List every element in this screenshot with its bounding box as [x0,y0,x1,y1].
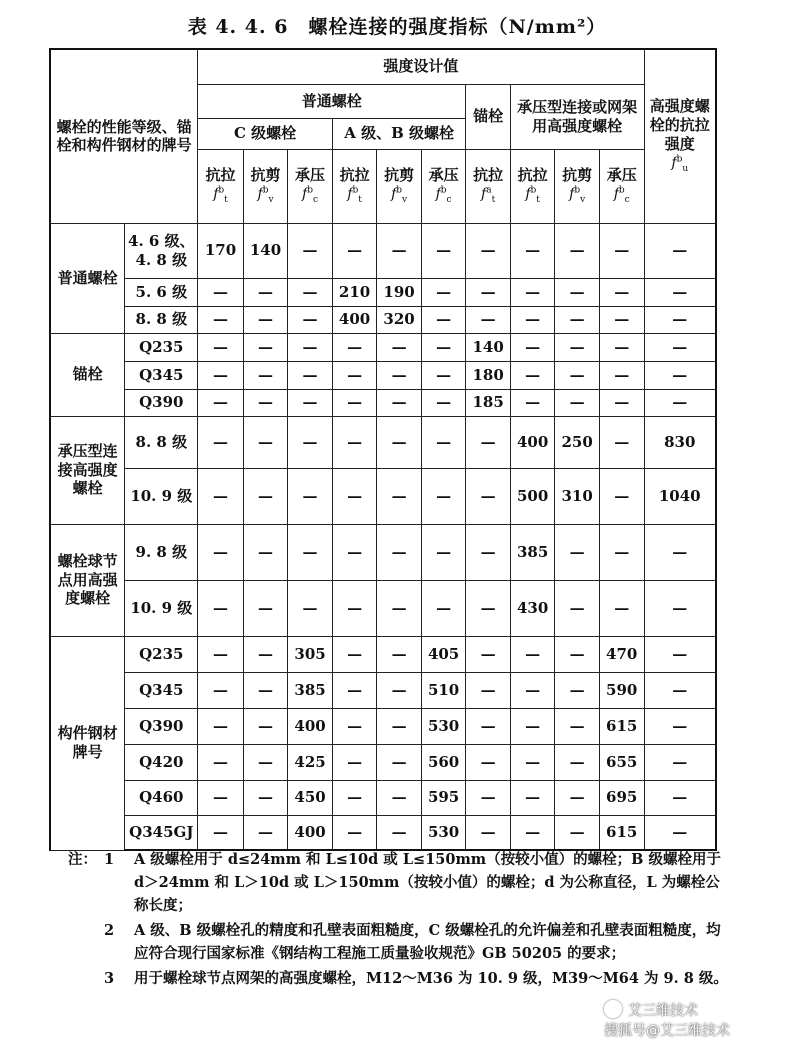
value-cell: — [510,780,555,815]
value-cell: — [198,580,244,636]
value-cell: — [555,815,600,850]
value-cell: — [599,333,644,361]
value-cell: — [644,306,716,333]
value-cell: — [198,815,244,850]
grade-cell: Q345 [125,672,198,708]
value-cell: — [466,468,511,524]
value-cell: — [644,361,716,389]
grade-cell: Q235 [125,636,198,672]
value-cell: — [644,744,716,780]
value-cell: — [243,524,288,580]
grade-cell: Q460 [125,780,198,815]
watermark-line-2: 搜狐号@艾三维技术 [604,1023,730,1039]
value-cell: — [243,306,288,333]
value-cell: — [377,744,422,780]
value-cell: — [555,333,600,361]
value-cell: 615 [599,815,644,850]
value-cell: 250 [555,416,600,468]
value-cell: — [332,361,377,389]
value-cell: — [332,672,377,708]
value-cell: — [510,636,555,672]
value-cell: 140 [243,223,288,278]
value-cell: — [421,468,466,524]
grade-cell: Q420 [125,744,198,780]
value-cell: — [421,389,466,416]
value-cell: — [555,389,600,416]
value-cell: — [644,636,716,672]
value-cell: — [377,580,422,636]
value-cell: 305 [288,636,333,672]
value-cell: — [555,672,600,708]
value-cell: 510 [421,672,466,708]
header-class-c-bolt: C 级螺栓 [198,118,333,149]
value-cell: — [288,306,333,333]
value-cell: 310 [555,468,600,524]
value-cell: — [377,672,422,708]
value-cell: — [332,780,377,815]
header-hs-tension-strength-label: 高强度螺栓的抗拉强度 [649,97,710,153]
value-cell: 425 [288,744,333,780]
value-cell: — [644,278,716,306]
header-hs-shear: 抗剪 $f^b_v$ [555,149,600,223]
value-cell: — [332,744,377,780]
header-c-bearing: 承压 $f^b_c$ [288,149,333,223]
value-cell: — [243,815,288,850]
value-cell: 140 [466,333,511,361]
value-cell: — [243,672,288,708]
value-cell: — [198,333,244,361]
grade-cell: 8. 8 级 [125,416,198,468]
value-cell: — [243,389,288,416]
group-member-steel: 构件钢材牌号 [50,636,125,850]
value-cell: 655 [599,744,644,780]
value-cell: — [377,389,422,416]
value-cell: — [555,744,600,780]
value-cell: — [599,468,644,524]
value-cell: — [599,416,644,468]
value-cell: — [421,223,466,278]
header-ab-tension: 抗拉 $f^b_t$ [332,149,377,223]
value-cell: — [599,580,644,636]
value-cell: — [466,278,511,306]
watermark-line-1: 艾三维技术 [628,1003,698,1019]
value-cell: — [198,672,244,708]
value-cell: 695 [599,780,644,815]
note-number: 1 [104,851,115,868]
value-cell: — [198,708,244,744]
value-cell: — [555,524,600,580]
table-notes [68,848,728,992]
value-cell: — [466,780,511,815]
value-cell: 185 [466,389,511,416]
note-3 [68,967,728,990]
bolt-strength-table [49,48,717,851]
grade-cell: Q235 [125,333,198,361]
value-cell: — [510,223,555,278]
value-cell: — [644,780,716,815]
group-anchor-bolt: 锚栓 [50,333,125,416]
value-cell: — [644,815,716,850]
value-cell: — [377,524,422,580]
value-cell: 1040 [644,468,716,524]
value-cell: — [377,636,422,672]
value-cell: 450 [288,780,333,815]
value-cell: — [198,416,244,468]
value-cell: — [644,223,716,278]
value-cell: — [332,708,377,744]
value-cell: — [421,416,466,468]
note-text: A 级螺栓用于 d≤24mm 和 L≤10d 或 L≤150mm（按较小值）的螺栓；B 级螺栓用于 d＞24mm 和 L＞10d 或 L＞150mm（按较小值）的螺栓；d 为公称直径，L 为螺栓公称长度； [134,851,721,914]
grade-cell: 10. 9 级 [125,580,198,636]
value-cell: — [198,468,244,524]
value-cell: — [332,815,377,850]
value-cell: — [421,524,466,580]
value-cell: — [377,416,422,468]
value-cell: — [332,223,377,278]
value-cell: — [288,580,333,636]
value-cell: — [421,361,466,389]
value-cell: 530 [421,815,466,850]
value-cell: — [377,815,422,850]
note-number: 3 [104,970,115,987]
value-cell: — [288,389,333,416]
value-cell: — [510,389,555,416]
value-cell: — [466,672,511,708]
grade-cell: Q390 [125,389,198,416]
value-cell: — [510,708,555,744]
value-cell: — [555,580,600,636]
value-cell: — [332,524,377,580]
header-design-value: 强度设计值 [198,49,644,84]
value-cell: 385 [288,672,333,708]
value-cell: 180 [466,361,511,389]
group-bearing-hs-bolt: 承压型连接高强度螺栓 [50,416,125,524]
value-cell: — [377,223,422,278]
value-cell: — [555,361,600,389]
value-cell: — [555,780,600,815]
value-cell: — [243,333,288,361]
value-cell: 400 [288,815,333,850]
value-cell: — [198,306,244,333]
value-cell: — [243,708,288,744]
value-cell: — [332,468,377,524]
value-cell: 385 [510,524,555,580]
value-cell: — [510,333,555,361]
value-cell: 560 [421,744,466,780]
value-cell: — [332,636,377,672]
value-cell: — [332,416,377,468]
header-hs-bearing: 承压 $f^b_c$ [599,149,644,223]
value-cell: — [599,306,644,333]
value-cell: — [243,361,288,389]
value-cell: — [466,636,511,672]
value-cell: — [510,361,555,389]
value-cell: — [466,815,511,850]
value-cell: — [377,361,422,389]
value-cell: — [198,361,244,389]
value-cell: — [421,333,466,361]
value-cell: — [377,708,422,744]
value-cell: — [599,524,644,580]
value-cell: — [332,580,377,636]
value-cell: — [198,524,244,580]
value-cell: — [421,278,466,306]
value-cell: — [198,744,244,780]
value-cell: — [644,524,716,580]
value-cell: — [466,708,511,744]
value-cell: — [243,636,288,672]
value-cell: — [466,524,511,580]
value-cell: — [555,708,600,744]
grade-cell: 5. 6 级 [125,278,198,306]
notes-label: 注： [68,851,97,868]
value-cell: 830 [644,416,716,468]
value-cell: — [644,708,716,744]
value-cell: — [288,333,333,361]
value-cell: — [555,306,600,333]
grade-cell: 4. 6 级、4. 8 级 [125,223,198,278]
value-cell: 615 [599,708,644,744]
value-cell: — [555,223,600,278]
value-cell: — [510,815,555,850]
grade-cell: Q345 [125,361,198,389]
value-cell: — [421,306,466,333]
header-bearing-type-hs-bolt: 承压型连接或网架用高强度螺栓 [510,84,644,149]
note-number: 2 [104,922,115,939]
grade-cell: Q345GJ [125,815,198,850]
value-cell: — [243,780,288,815]
grade-cell: Q390 [125,708,198,744]
value-cell: — [644,389,716,416]
value-cell: — [599,389,644,416]
value-cell: — [288,223,333,278]
value-cell: — [644,333,716,361]
value-cell: 400 [332,306,377,333]
value-cell: — [377,333,422,361]
grade-cell: 8. 8 级 [125,306,198,333]
value-cell: 320 [377,306,422,333]
value-cell: 470 [599,636,644,672]
header-ordinary-bolt: 普通螺栓 [198,84,466,118]
value-cell: — [599,223,644,278]
value-cell: — [644,672,716,708]
header-ab-bearing: 承压 $f^b_c$ [421,149,466,223]
value-cell: — [198,780,244,815]
value-cell: — [198,636,244,672]
value-cell: — [288,278,333,306]
wechat-icon [604,1000,622,1018]
value-cell: 170 [198,223,244,278]
value-cell: — [555,278,600,306]
header-c-shear: 抗剪 $f^b_v$ [243,149,288,223]
header-hs-tension-strength [644,49,716,223]
table-title: 表 4. 4. 6 螺栓连接的强度指标（N/mm²） [187,16,607,38]
value-cell: — [243,468,288,524]
grade-cell: 9. 8 级 [125,524,198,580]
value-cell: — [466,580,511,636]
value-cell: 590 [599,672,644,708]
header-anchor-bolt: 锚栓 [466,84,511,149]
value-cell: — [332,333,377,361]
note-1 [68,848,728,917]
value-cell: 430 [510,580,555,636]
value-cell: — [510,672,555,708]
note-text: A 级、B 级螺栓孔的精度和孔壁表面粗糙度，C 级螺栓孔的允许偏差和孔壁表面粗糙度，均应符合现行国家标准《钢结构工程施工质量验收规范》GB 50205 的要求； [134,922,721,962]
grade-cell: 10. 9 级 [125,468,198,524]
symbol-fub: $f^b_u$ [671,154,689,175]
value-cell: — [243,416,288,468]
value-cell: 530 [421,708,466,744]
value-cell: — [243,744,288,780]
value-cell: — [510,744,555,780]
value-cell: — [377,780,422,815]
value-cell: — [466,306,511,333]
header-ab-shear: 抗剪 $f^b_v$ [377,149,422,223]
header-anchor-tension: 抗拉 $f^a_t$ [466,149,511,223]
value-cell: 190 [377,278,422,306]
value-cell: 595 [421,780,466,815]
value-cell: — [243,278,288,306]
note-2 [68,919,728,965]
value-cell: 210 [332,278,377,306]
value-cell: — [510,306,555,333]
header-left: 螺栓的性能等级、锚栓和构件钢材的牌号 [50,49,198,223]
value-cell: — [377,468,422,524]
value-cell: — [288,524,333,580]
value-cell: — [644,580,716,636]
watermark [604,1000,790,1046]
value-cell: — [288,361,333,389]
value-cell: — [198,389,244,416]
value-cell: — [243,580,288,636]
value-cell: — [466,744,511,780]
value-cell: — [599,361,644,389]
value-cell: — [599,278,644,306]
value-cell: — [288,416,333,468]
value-cell: 400 [510,416,555,468]
value-cell: — [198,278,244,306]
value-cell: 405 [421,636,466,672]
value-cell: — [510,278,555,306]
value-cell: — [421,580,466,636]
group-ball-joint-hs-bolt: 螺栓球节点用高强度螺栓 [50,524,125,636]
value-cell: 500 [510,468,555,524]
value-cell: — [555,636,600,672]
value-cell: — [332,389,377,416]
group-ordinary-bolt: 普通螺栓 [50,223,125,333]
note-text: 用于螺栓球节点网架的高强度螺栓，M12～M36 为 10. 9 级，M39～M64 为 9. 8 级。 [134,970,728,987]
value-cell: 400 [288,708,333,744]
header-class-ab-bolt: A 级、B 级螺栓 [332,118,466,149]
value-cell: — [466,416,511,468]
header-c-tension: 抗拉 $f^b_t$ [198,149,244,223]
header-hs-tension: 抗拉 $f^b_t$ [510,149,555,223]
value-cell: — [288,468,333,524]
value-cell: — [466,223,511,278]
